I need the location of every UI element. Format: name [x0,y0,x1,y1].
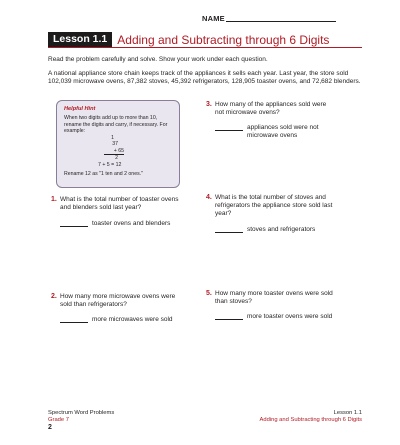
page-number: 2 [48,424,52,432]
answer-5 [215,313,332,320]
question-text: What is the total number of toaster ovens and blenders sold last year? [60,196,179,211]
name-blank[interactable] [226,21,336,22]
answer-label: stoves and refrigerators [247,226,316,233]
question-1 [51,196,188,212]
answer-blank[interactable] [215,124,243,131]
footer-lesson: Lesson 1.1 [333,410,362,416]
hint-title: Helpful Hint [64,106,96,112]
hint-result: 2 [115,155,118,162]
answer-label: more microwaves were sold [92,316,173,323]
footer-grade: Grade 7 [48,417,69,424]
question-text: How many more microwave ovens were sold than refrigerators? [60,293,176,308]
hint-equation: 7 + 5 = 12 [98,162,122,169]
answer-blank[interactable] [215,226,243,233]
answer-2 [60,316,173,323]
helpful-hint-box [56,100,180,188]
footer-book: Spectrum Word Problems [48,410,115,416]
question-number: 3. [206,101,212,108]
question-text: What is the total number of stoves and refrigerators the appliance store sold last year? [215,194,333,217]
title-divider [48,47,362,48]
question-2 [51,293,188,309]
answer-label: more toaster ovens were sold [247,313,333,320]
question-number: 4. [206,194,212,201]
question-number: 2. [51,293,57,300]
answer-1 [60,220,170,227]
footer-right [260,410,362,424]
question-3 [206,101,335,117]
answer-blank[interactable] [60,220,88,227]
question-text: How many of the appliances sold were not microwave ovens? [215,101,327,116]
intro-paragraph: A national appliance store chain keeps track of the appliances it sells each year. Last year, the store sold 102,039 microwave ovens, 87,382 stoves, 45,392 refrigerators, 128,905 toaster ovens, and 72,682 blenders. [48,70,361,86]
footer-left [48,410,114,432]
footer-lesson-title: Adding and Subtracting through 6 Digits [259,417,362,424]
answer-label: toaster ovens and blenders [92,220,171,227]
question-number: 5. [206,290,212,297]
hint-top-number: 37 [112,141,118,148]
question-5 [206,290,335,306]
answer-4 [215,226,315,233]
answer-blank[interactable] [60,316,88,323]
hint-bottom-number: + 65 [104,148,124,155]
instructions: Read the problem carefully and solve. Show your work under each question. [48,56,268,63]
question-number: 1. [51,196,57,203]
answer-3 [215,124,335,140]
name-label: NAME [202,14,225,23]
hint-carry: 1 [111,135,114,142]
question-4 [206,194,335,217]
lesson-title: Adding and Subtracting through 6 Digits [117,32,330,47]
hint-calculation [104,135,134,161]
answer-blank[interactable] [215,313,243,320]
hint-text: When two digits add up to more than 10, rename the digits and carry, if necessary. For example: [64,115,168,134]
answer-label: appliances sold were not microwave ovens [247,124,319,139]
hint-rename: Rename 12 as "1 ten and 2 ones." [64,170,143,177]
question-text: How many more toaster ovens were sold than stoves? [215,290,333,305]
lesson-title-bar [48,32,362,47]
lesson-number: Lesson 1.1 [48,32,112,47]
